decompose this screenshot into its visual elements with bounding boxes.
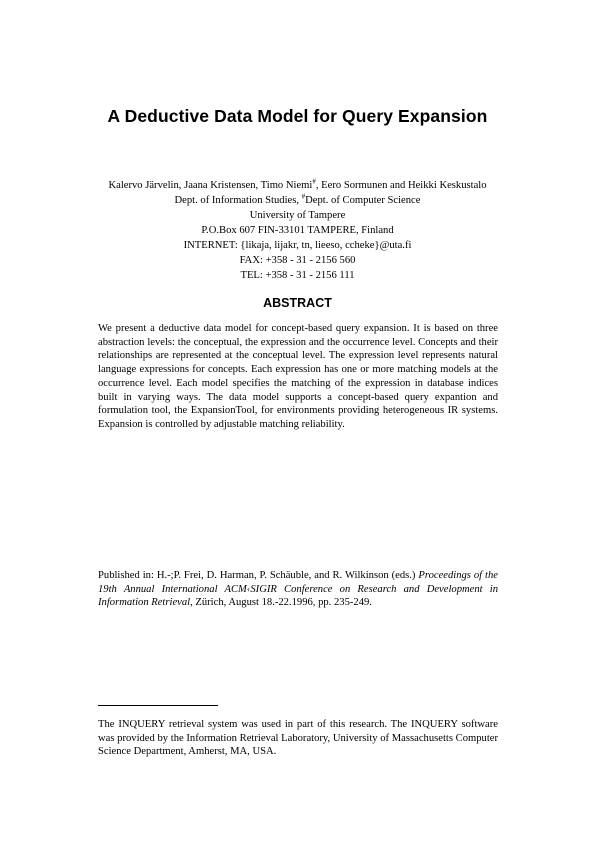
author-departments: Dept. of Information Studies, #Dept. of Computer Science	[174, 192, 421, 206]
publication-venue: Proceedings of the 19th Annual International ACM‹SIGIR Conference on Research and Development in Information Retrieval	[98, 570, 498, 609]
affiliation-mark: #	[301, 192, 306, 201]
author-names: Kalervo Järvelin, Jaana Kristensen, Timo Niemi#, Eero Sormunen and Heikki Keskustalo	[108, 177, 487, 191]
author-address: P.O.Box 607 FIN-33101 TAMPERE, Finland	[201, 225, 394, 236]
paper-title: A Deductive Data Model for Query Expansion	[107, 106, 488, 126]
author-tel: TEL: +358 - 31 - 2156 111	[240, 270, 355, 281]
footnote-divider	[98, 705, 218, 706]
abstract-heading: ABSTRACT	[263, 296, 332, 310]
abstract-text: We present a deductive data model for concept-based query expansion. It is based on three abstraction levels: the conceptual, the expression and the occurrence level. Concepts and their relationships are represented at the conceptual level. The expression level represents natural language expressions for concepts. Each expression has one or more matching models at the occurrence level. Each model specifies the matching of the expression in database indices built in varying ways. The data model supports a concept-based query expantion and formulation tool, the ExpansionTool, for environments providing heterogeneous IR systems. Expansion is controlled by adjustable matching reliability.	[98, 323, 498, 430]
publication-note: Published in: H.-;P. Frei, D. Harman, P. Schäuble, and R. Wilkinson (eds.) Proceedings of the 19th Annual International ACM‹SIGIR Conference on Research and Development in Information Retrieval, Zürich, August 18.-22.1996, pp. 235-249.	[98, 570, 498, 609]
affiliation-mark: #	[312, 177, 316, 186]
author-fax: FAX: +358 - 31 - 2156 560	[239, 255, 356, 266]
author-email: INTERNET: {likaja, lijakr, tn, lieeso, ccheke}@uta.fi	[183, 240, 412, 251]
author-block	[0, 178, 595, 283]
footnote-text: The INQUERY retrieval system was used in part of this research. The INQUERY software was provided by the Information Retrieval Laboratory, University of Massachusetts Computer Science Department, Amherst, MA, USA.	[98, 719, 498, 758]
author-university: University of Tampere	[249, 210, 346, 221]
